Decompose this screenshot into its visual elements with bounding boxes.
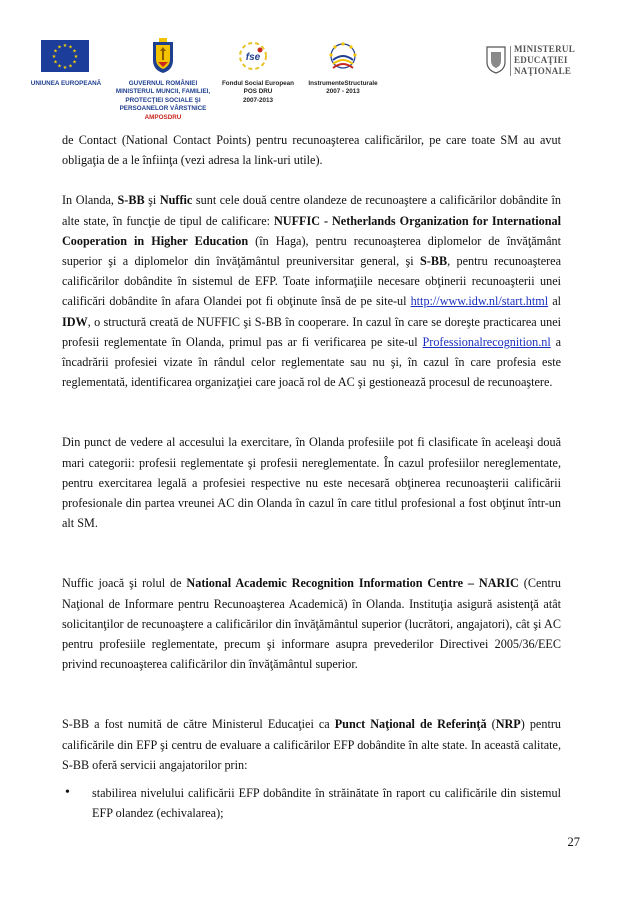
paragraph-olanda-centres: In Olanda, S-BB şi Nuffic sunt cele două centre olandeze de recunoaştere a calificărilor dobândite în alte state, în funcţie de tipul de calificare: NUFFIC - Netherlands Organization for International Cooperation in Higher Education (în Haga), pentru recunoaşterea diplomelor de învăţământ superior şi a diplomelor din învăţământul preuniversitar general, şi S-BB, pentru recunoaşterea calificărilor dobândite în sistemul de EFP. Toate informaţiile necesare obţinerii recunoaşterii unei calificări dobândite în afara Olandei pot fi obţinute însă de pe site-ul http://www.idw.nl/start.html al IDW, o structură creată de NUFFIC şi S-BB în cooperare. In cazul în care se doreşte practicarea unei profesii reglementate în Olanda, primul pas ar fi verificarea pe site-ul Professionalrecognition.nl a încadrării profesiei vizate în rândul celor reglementate sau nu şi, în cazul în care profesia este reglementată, identificarea organizaţiei care joacă rol de AC şi gestionează procesul de recunoaştere. [62, 193, 562, 390]
svg-text:★: ★ [68, 63, 73, 70]
svg-text:★: ★ [57, 63, 62, 70]
fse-logo [237, 40, 269, 72]
instrumente-structurale-logo [325, 38, 361, 74]
eu-caption: UNIUNEA EUROPEANĂ [30, 80, 102, 87]
page-header [0, 0, 638, 135]
ministry-logo-divider [510, 46, 511, 76]
svg-text:★: ★ [62, 65, 68, 71]
page-number: 27 [567, 835, 580, 849]
paragraph-contact-points: de Contact (National Contact Points) pentru recunoaşterea calificărilor, pe care toate SM au avut obligaţia de a le înfiinţa (vezi adresa la link-uri utile). [62, 133, 561, 168]
svg-text:★: ★ [62, 43, 68, 49]
svg-text:★: ★ [68, 44, 73, 51]
page-body [62, 130, 561, 823]
ministry-education-crest-icon [485, 44, 507, 74]
svg-text:★: ★ [57, 44, 62, 51]
paragraph-nrp: S-BB a fost numită de către Ministerul Educaţiei ca Punct Naţional de Referinţă (NRP) pentru calificările din EFP şi centru de evaluare a calificărilor EFP dobândite în alte state. In această calitate, S-BB oferă servicii angajatorilor prin: [62, 717, 561, 772]
paragraph-access-exercise: Din punct de vedere al accesului la exercitare, în Olanda profesiile pot fi clasificate în aceleaşi două mari categorii: profesii reglementate şi profesii nereglementate. În cazul profesiilor nereglementate, pentru exercitarea legală a profesiei respective nu este necesară obţinerea recunoaşterii calificării profesionale din partea vreunei AC din Olanda în cazul în care titlul profesional a fost obţinut într-un alt SM. [62, 435, 561, 531]
fse-logo-text: fse [245, 52, 261, 63]
svg-text:★: ★ [72, 48, 77, 55]
svg-text:★: ★ [73, 54, 79, 60]
paragraph-naric: Nuffic joacă şi rolul de National Academic Recognition Information Centre – NARIC (Centru Naţional de Informare pentru Recunoaşterea Academică) în Olanda. Instituţia asigură asistenţă atât solicitanţilor de recunoaştere a calificărilor din învăţământul superior (lucrători, angajatori), cât şi AC pentru profesiile reglementate, precum şi informare asupra prevederilor Directivei 2005/36/EEC privind recunoaşterea calificărilor din învăţământul superior. [62, 576, 561, 672]
idw-link[interactable]: http://www.idw.nl/start.html [410, 294, 549, 309]
svg-text:★: ★ [53, 59, 58, 66]
svg-text:★: ★ [51, 54, 57, 60]
svg-text:★: ★ [53, 48, 58, 55]
instrumente-structurale-caption: InstrumenteStructurale 2007 - 2013 [308, 80, 378, 96]
romania-coat-of-arms-logo [150, 38, 176, 74]
government-caption: GUVERNUL ROMÂNIEI MINISTERUL MUNCII, FAMILIEI, PROTECŢIEI SOCIALE ŞI PERSOANELOR VÂRSTNICE AMPOSDRU [115, 80, 211, 121]
eu-flag-logo [41, 40, 89, 72]
ministry-logo-text: MINISTERUL EDUCAŢIEI NAŢIONALE [514, 44, 576, 76]
professional-recognition-link[interactable]: Professionalrecognition.nl [422, 334, 551, 349]
svg-text:★: ★ [72, 59, 77, 66]
bullet-icon: • [65, 785, 70, 801]
list-item: • stabilirea nivelului calificării EFP dobândite în străinătate în raport cu calificările din sistemul EFP olandez (echivalarea); [65, 785, 561, 821]
fse-caption: Fondul Social European POS DRU 2007-2013 [221, 80, 295, 104]
